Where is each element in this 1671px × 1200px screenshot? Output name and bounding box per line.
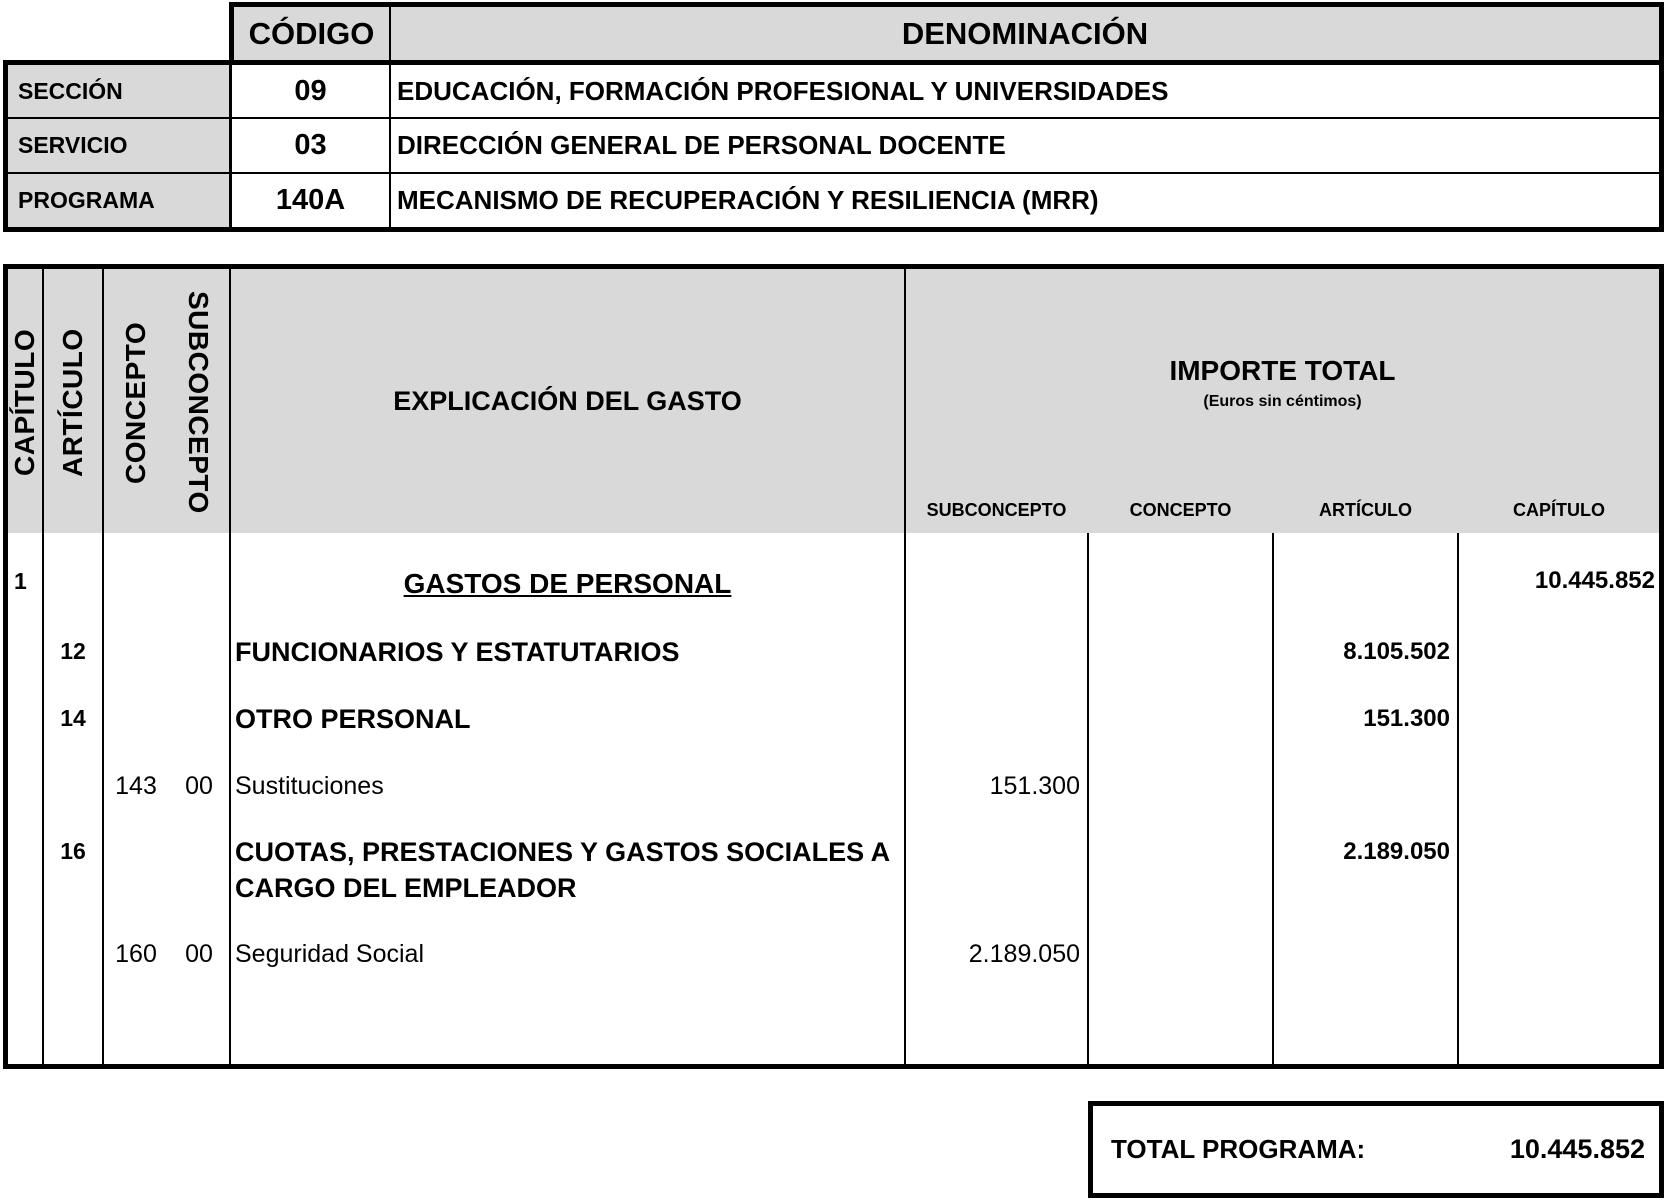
divider	[1457, 533, 1459, 1064]
col-header-explicacion: EXPLICACIÓN DEL GASTO	[393, 385, 742, 416]
amount-capitulo: 10.445.852	[1534, 567, 1655, 594]
article-title: OTRO PERSONAL	[235, 704, 471, 734]
col-header-denominacion: DENOMINACIÓN	[901, 15, 1149, 51]
article-title: FUNCIONARIOS Y ESTATUTARIOS	[235, 637, 680, 667]
col-header-capitulo: CAPÍTULO	[9, 328, 40, 477]
amount-articulo: 151.300	[1363, 705, 1450, 732]
articulo-code: 14	[60, 705, 86, 731]
code-seccion: 09	[294, 74, 327, 107]
detail-text: Seguridad Social	[235, 940, 425, 968]
chapter-title: GASTOS DE PERSONAL	[403, 568, 732, 599]
col-header-concepto: CONCEPTO	[120, 321, 151, 484]
amount-subconcepto: 151.300	[989, 772, 1080, 800]
name-servicio: DIRECCIÓN GENERAL DE PERSONAL DOCENTE	[397, 130, 1006, 160]
col-header-amt-articulo: ARTÍCULO	[1319, 500, 1412, 520]
amount-articulo: 2.189.050	[1343, 838, 1450, 865]
label-programa: PROGRAMA	[18, 187, 155, 213]
col-header-subconcepto: SUBCONCEPTO	[183, 291, 214, 514]
total-programa-box	[1088, 1101, 1664, 1198]
detail-text: Sustituciones	[235, 772, 384, 800]
code-servicio: 03	[294, 129, 327, 161]
divider	[1272, 533, 1274, 1064]
articulo-code: 12	[60, 638, 86, 664]
subconcepto-code: 00	[185, 772, 213, 800]
col-header-amt-subconcepto: SUBCONCEPTO	[926, 500, 1067, 520]
name-seccion: EDUCACIÓN, FORMACIÓN PROFESIONAL Y UNIVERSIDADES	[397, 75, 1169, 106]
name-programa: MECANISMO DE RECUPERACIÓN Y RESILIENCIA (MRR)	[397, 185, 1099, 215]
col-header-articulo: ARTÍCULO	[57, 328, 88, 477]
total-value: 10.445.852	[1509, 1134, 1645, 1164]
importe-total-title: IMPORTE TOTAL	[1169, 355, 1396, 386]
article-title-line1: CUOTAS, PRESTACIONES Y GASTOS SOCIALES A	[235, 837, 891, 867]
concepto-code: 143	[115, 772, 157, 800]
capitulo-code: 1	[14, 568, 27, 594]
total-label: TOTAL PROGRAMA:	[1111, 1134, 1366, 1164]
divider	[1087, 533, 1089, 1064]
amount-subconcepto: 2.189.050	[968, 940, 1080, 968]
col-header-codigo: CÓDIGO	[248, 15, 375, 51]
label-seccion: SECCIÓN	[18, 77, 123, 104]
subconcepto-code: 00	[185, 940, 213, 968]
articulo-code: 16	[60, 838, 86, 864]
importe-total-note: (Euros sin céntimos)	[1203, 393, 1362, 410]
article-title-line2: CARGO DEL EMPLEADOR	[235, 873, 577, 903]
col-header-amt-concepto: CONCEPTO	[1129, 500, 1232, 520]
concepto-code: 160	[115, 940, 157, 968]
amount-articulo: 8.105.502	[1343, 638, 1450, 665]
label-servicio: SERVICIO	[18, 132, 128, 158]
code-programa: 140A	[275, 184, 346, 216]
col-header-amt-capitulo: CAPÍTULO	[1513, 500, 1605, 520]
